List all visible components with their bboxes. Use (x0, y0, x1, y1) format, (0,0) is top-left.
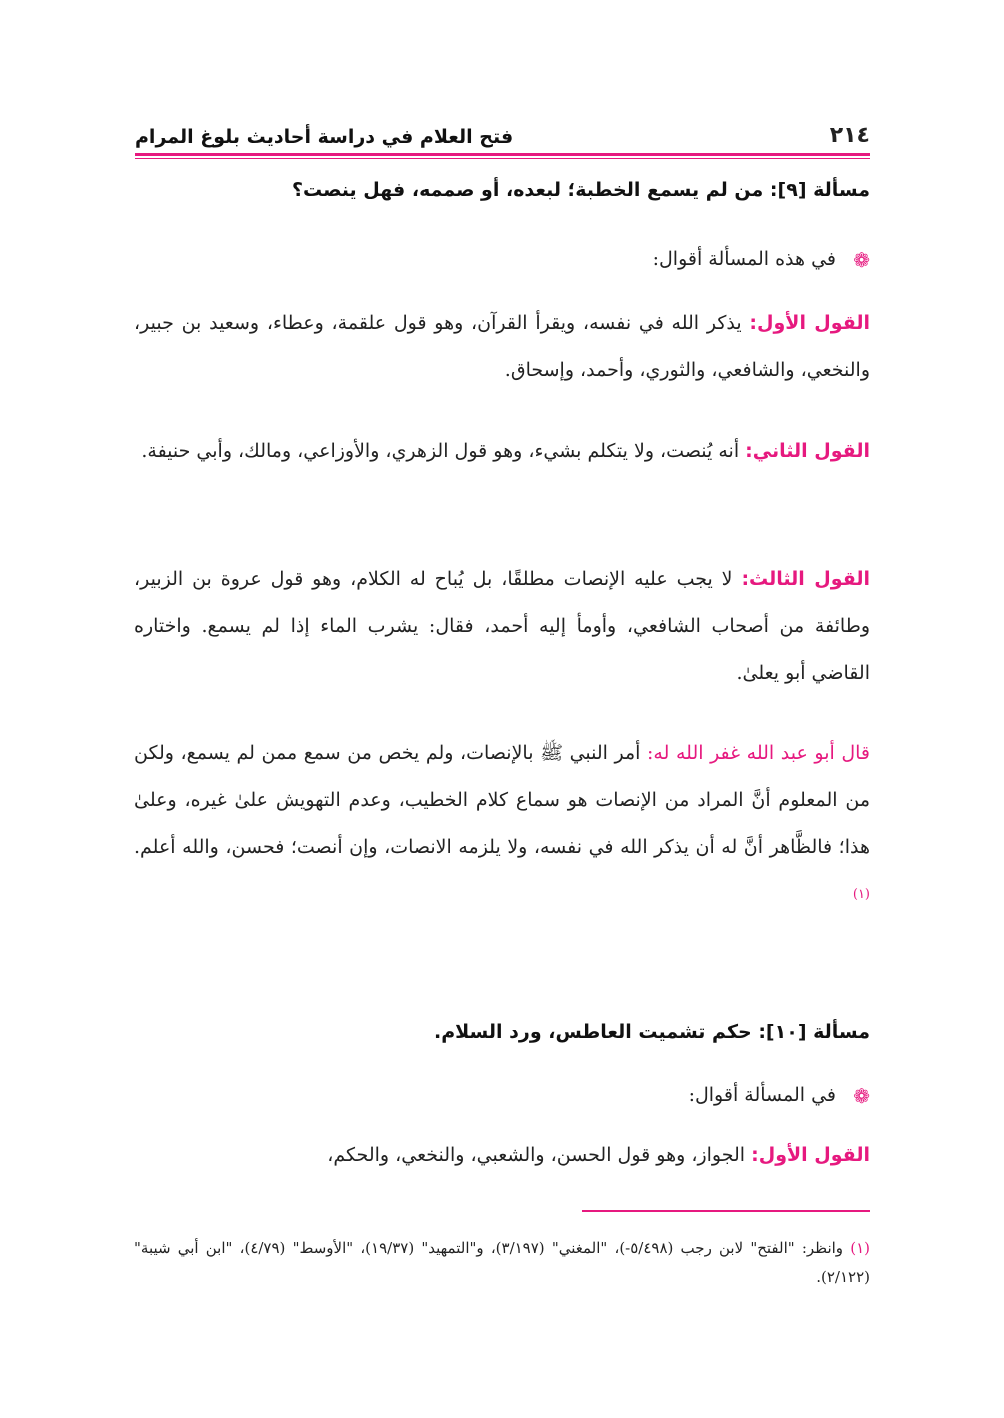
running-header (135, 108, 870, 152)
issue-9-heading (134, 174, 870, 206)
flower-ornament-icon: ❁ (853, 1084, 870, 1108)
issue-10-first-opinion (134, 1132, 870, 1179)
second-opinion-label: القول الثاني: (745, 440, 870, 462)
issue-9-first-opinion (134, 300, 870, 394)
issue-10-label: مسألة [١٠]: (758, 1021, 870, 1043)
issue-10-intro-text: في المسألة أقوال: (688, 1084, 836, 1106)
issue-9-third-opinion (134, 556, 870, 697)
footnote-number: (١) (850, 1239, 871, 1257)
footnote-ref-1[interactable]: (١) (852, 887, 870, 902)
page-number: ٢١٤ (829, 123, 870, 148)
footnote (134, 1234, 870, 1292)
author-comment (134, 730, 870, 923)
issue-10-intro (134, 1072, 870, 1119)
author-comment-text: أمر النبي ﷺ بالإنصات، ولم يخص من سمع ممن لم يسمع، ولكن من المعلوم أنَّ المراد من الإنصات هو سماع كلام الخطيب، وعدم التهويش علىٰ غيره، وعلىٰ هذا؛ فالظَّاهر أنَّ له أن يذكر الله في نفسه، ولا يلزمه الانصات، وإن أنصت؛ فحسن، والله أعلم. (134, 742, 870, 858)
third-opinion-label: القول الثالث: (741, 568, 871, 590)
third-opinion-text: لا يجب عليه الإنصات مطلقًا، بل يُباح له الكلام، وهو قول عروة بن الزبير، وطائفة من أصحاب الشافعي، وأومأ إليه أحمد، فقال: يشرب الماء إذا لم يسمع. واختاره القاضي أبو يعلىٰ. (134, 568, 870, 684)
issue-9-second-opinion (134, 428, 870, 475)
issue-9-intro (134, 236, 870, 283)
issue-9-title: من لم يسمع الخطبة؛ لبعده، أو صممه، فهل ينصت؟ (291, 179, 764, 201)
issue-10-first-opinion-label: القول الأول: (751, 1144, 870, 1166)
first-opinion-text: يذكر الله في نفسه، ويقرأ القرآن، وهو قول علقمة، وعطاء، وسعيد بن جبير، والنخعي، والشافعي، والثوري، وأحمد، وإسحاق. (134, 312, 870, 381)
footnote-rule (582, 1210, 870, 1212)
first-opinion-label: القول الأول: (749, 312, 871, 334)
author-label: قال أبو عبد الله غفر الله له: (647, 742, 870, 764)
header-rule (135, 153, 870, 156)
issue-9-label: مسألة [٩]: (769, 179, 870, 201)
header-rule-thin (135, 158, 870, 159)
footnote-text: وانظر: "الفتح" لابن رجب (٥/٤٩٨-)، "المغني" (٣/١٩٧)، و"التمهيد" (١٩/٣٧)، "الأوسط" (٤/٧٩)، "ابن أبي شيبة" (٢/١٢٢). (134, 1239, 870, 1286)
issue-10-first-opinion-text: الجواز، وهو قول الحسن، والشعبي، والنخعي، والحكم، (327, 1144, 746, 1166)
issue-10-title: حكم تشميت العاطس، ورد السلام. (433, 1021, 752, 1043)
second-opinion-text: أنه يُنصت، ولا يتكلم بشيء، وهو قول الزهري، والأوزاعي، ومالك، وأبي حنيفة. (141, 440, 740, 462)
flower-ornament-icon: ❁ (853, 248, 870, 272)
issue-10-heading (134, 1016, 870, 1048)
book-title: فتح العلام في دراسة أحاديث بلوغ المرام (135, 126, 514, 148)
issue-9-intro-text: في هذه المسألة أقوال: (652, 248, 836, 270)
